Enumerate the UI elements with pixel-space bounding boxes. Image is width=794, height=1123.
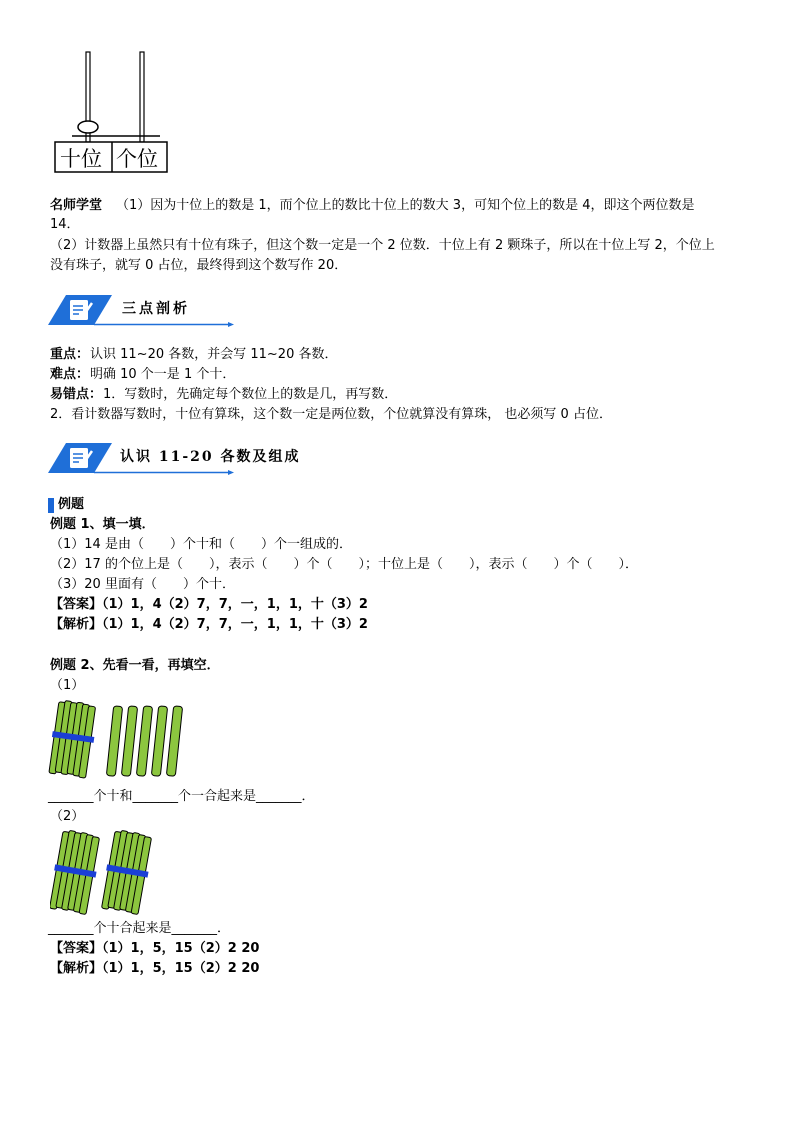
key-point-text: 认识 11~20 各数，并会写 11~20 各数．	[90, 347, 338, 362]
ex1-q1: （1）14 是由（ ）个十和（ ）个一组成的．	[50, 537, 352, 552]
teacher-label: 名师学堂	[50, 198, 103, 213]
stick-bundle-ten	[50, 829, 103, 915]
ones-rod	[140, 52, 144, 142]
stick-bundle-ten	[100, 829, 155, 915]
ex2-part1-fill: _______个十和_______个一合起来是_______．	[48, 789, 315, 804]
ex1-answer: 【答案】（1）1，4（2）7，7，一，1，1，十（3）2	[50, 597, 368, 612]
ex1-q3: （3）20 里面有（ ）个十．	[50, 577, 235, 592]
error-point-text1: 1．写数时，先确定每个数位上的数是几，再写数．	[103, 387, 398, 402]
ex2-analysis: 【解析】（1）1，5，15（2）2 20	[50, 961, 260, 976]
teacher-p2-line2: 没有珠子，就写 0 占位，最终得到这个数写作 20．	[50, 258, 348, 273]
single-sticks	[106, 706, 182, 777]
ex2-answer: 【答案】（1）1，5，15（2）2 20	[50, 941, 260, 956]
ex1-q2: （2）17 的个位上是（ ），表示（ ）个（ ）；十位上是（ ），表示（ ）个（ ）．	[50, 557, 638, 572]
key-point-label: 重点：	[50, 347, 90, 362]
ex2-title: 例题 2、先看一看，再填空．	[50, 658, 220, 673]
ex2-part1-label: （1）	[50, 678, 85, 693]
sticks-figure-2	[50, 828, 160, 918]
section2-title: 认识 11-20 各数及组成	[120, 449, 301, 465]
ex1-title: 例题 1、填一填．	[50, 517, 155, 532]
examples-label: 例题	[58, 497, 85, 512]
tens-bead	[78, 121, 98, 133]
sticks-figure-1	[48, 698, 193, 780]
tens-label: 十位	[60, 147, 102, 171]
error-point-label: 易错点：	[50, 387, 103, 402]
section1-title: 三点剖析	[122, 301, 190, 317]
ex2-part2-label: （2）	[50, 809, 85, 824]
ex1-analysis: 【解析】（1）1，4（2）7，7，一，1，1，十（3）2	[50, 617, 368, 632]
difficult-point-text: 明确 10 个一是 1 个十．	[90, 367, 236, 382]
ex2-part2-fill: _______个十合起来是_______．	[48, 921, 231, 936]
examples-marker	[48, 498, 54, 513]
difficult-point-label: 难点：	[50, 367, 90, 382]
stick-bundle-ten	[48, 699, 99, 778]
teacher-p1-line1: （1）因为十位上的数是 1，而个位上的数比十位上的数大 3，可知个位上的数是 4，即这个两位数是	[116, 198, 695, 213]
ones-label: 个位	[116, 147, 158, 171]
error-point-text2: 2．看计数器写数时，十位有算珠，这个数一定是两位数，个位就算没有算珠， 也必须写 0 占位．	[50, 407, 612, 422]
teacher-p2-line1: （2）计数器上虽然只有十位有珠子，但这个数一定是一个 2 位数．十位上有 2 颗珠子，所以在十位上写 2，个位上	[50, 238, 715, 253]
teacher-p1-line2: 14．	[50, 217, 80, 232]
